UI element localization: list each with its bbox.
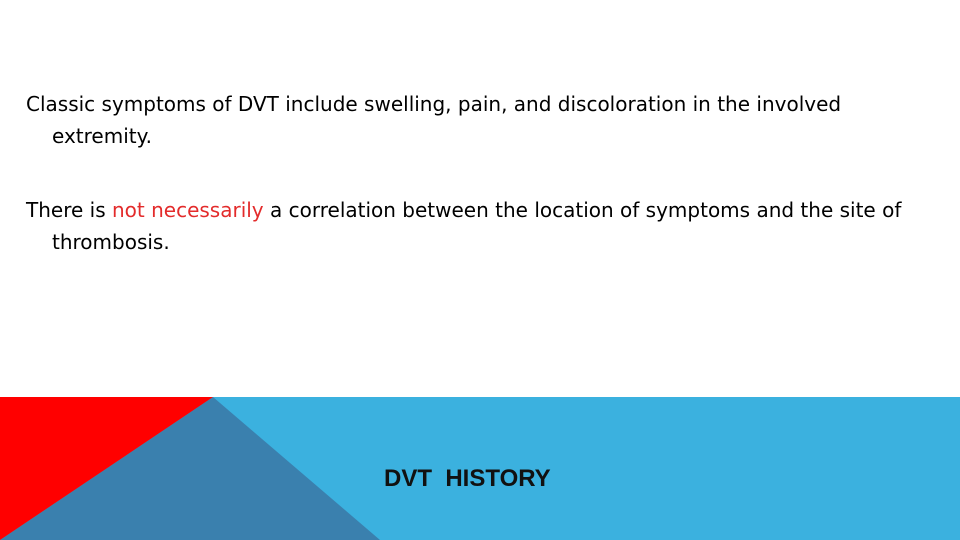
paragraph-symptoms-text: Classic symptoms of DVT include swelling, pain, and discoloration in the involved extremity. [26, 92, 842, 148]
slide-body [26, 88, 916, 258]
paragraph-correlation [26, 194, 916, 258]
paragraph-correlation-before: There is [26, 198, 112, 222]
paragraph-correlation-after: a correlation between the location of symptoms and the site of thrombosis. [52, 198, 902, 254]
highlighted-phrase: not necessarily [111, 198, 264, 222]
paragraph-symptoms [26, 88, 916, 152]
footer-title: DVT HISTORY [384, 465, 551, 492]
